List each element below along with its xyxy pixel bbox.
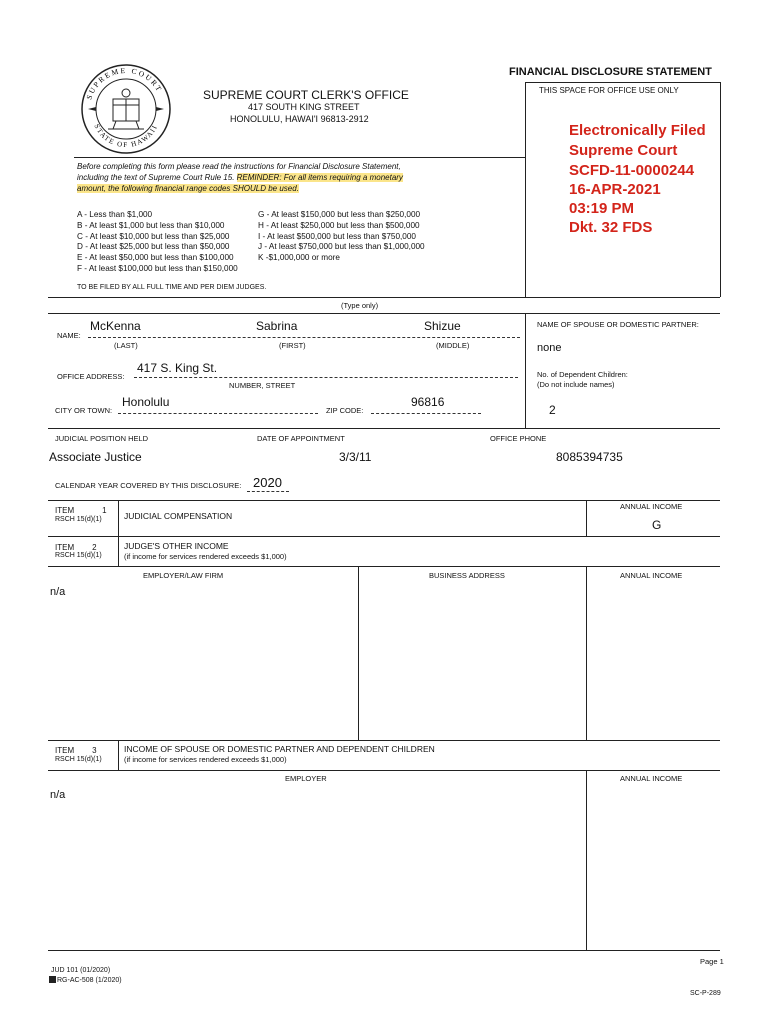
office-address-line	[134, 377, 518, 378]
item1-title: JUDICIAL COMPENSATION	[124, 511, 233, 521]
last-name-value[interactable]: McKenna	[90, 319, 141, 333]
city-value[interactable]: Honolulu	[122, 395, 170, 409]
last-label: (LAST)	[114, 341, 138, 350]
code-b: B - At least $1,000 but less than $10,000	[77, 220, 225, 230]
middle-name-value[interactable]: Shizue	[424, 319, 461, 333]
dependents-label-2: (Do not include names)	[537, 380, 615, 389]
dependents-value[interactable]: 2	[549, 403, 556, 417]
item1-rule: RSCH 15(d)(1)	[55, 516, 102, 523]
office-use-box-top	[525, 82, 720, 83]
item2-item-label: ITEM 2	[55, 543, 97, 552]
rule-above-position	[48, 428, 720, 429]
code-e: E - At least $50,000 but less than $100,000	[77, 253, 234, 263]
appointment-label: DATE OF APPOINTMENT	[257, 434, 345, 443]
spouse-label: NAME OF SPOUSE OR DOMESTIC PARTNER:	[537, 320, 699, 329]
appointment-value[interactable]: 3/3/11	[339, 450, 372, 464]
dependents-label-1: No. of Dependent Children:	[537, 370, 628, 379]
rule-above-type	[48, 297, 720, 298]
item2-subtitle: (if income for services rendered exceeds $1,000)	[124, 552, 287, 561]
code-c: C - At least $10,000 but less than $25,000	[77, 231, 230, 241]
code-a: A - Less than $1,000	[77, 210, 153, 219]
office-name: SUPREME COURT CLERK'S OFFICE	[203, 88, 409, 102]
stamp-line-6: Dkt. 32 FDS	[569, 219, 653, 236]
item3-title: INCOME OF SPOUSE OR DOMESTIC PARTNER AND DEPENDENT CHILDREN	[124, 744, 435, 754]
item2-top	[48, 536, 720, 537]
item2-col-income: ANNUAL INCOME	[620, 571, 683, 580]
calendar-label: CALENDAR YEAR COVERED BY THIS DISCLOSURE:	[55, 481, 242, 490]
zip-label: ZIP CODE:	[326, 406, 364, 415]
item2-div-2	[586, 566, 587, 740]
position-value[interactable]: Associate Justice	[49, 450, 142, 464]
stamp-line-5: 03:19 PM	[569, 200, 635, 217]
code-k: K -$1,000,000 or more	[258, 253, 340, 263]
item2-col-address: BUSINESS ADDRESS	[429, 571, 505, 580]
item3-top	[48, 740, 720, 741]
zip-value[interactable]: 96816	[411, 395, 445, 409]
item2-col-employer: EMPLOYER/LAW FIRM	[143, 571, 224, 580]
instructions-line-1: Before completing this form please read the instructions for Financial Disclosure Statement,	[77, 162, 401, 171]
calendar-line	[247, 491, 289, 492]
office-address-value[interactable]: 417 S. King St.	[137, 361, 218, 375]
item1-income-value[interactable]: G	[652, 518, 662, 532]
office-address-1: 417 SOUTH KING STREET	[248, 102, 360, 112]
item2-value[interactable]: n/a	[50, 586, 66, 598]
code-h: H - At least $250,000 but less than $500,000	[258, 220, 420, 230]
stamp-line-1: Electronically Filed	[569, 122, 706, 139]
form-code: SC-P-289	[690, 990, 721, 997]
zip-line	[371, 413, 481, 414]
rule-below-type	[48, 313, 720, 314]
first-label: (FIRST)	[279, 341, 306, 350]
reminder-highlight: REMINDER: For all items requiring a monetary	[236, 173, 403, 182]
barcode-icon	[49, 976, 56, 983]
range-codes-left	[77, 210, 238, 275]
filed-by-note: TO BE FILED BY ALL FULL TIME AND PER DIEM JUDGES.	[77, 284, 267, 291]
instructions-line-2: including the text of Supreme Court Rule 15. REMINDER: For all items requiring a monetary	[77, 173, 403, 182]
code-i: I - At least $500,000 but less than $750,000	[258, 231, 416, 241]
svg-text:STATE OF HAWAII: STATE OF HAWAII	[92, 122, 160, 150]
item3-header-top	[48, 770, 720, 771]
code-j: J - At least $750,000 but less than $1,000,000	[258, 242, 425, 252]
item3-col-div	[118, 740, 119, 770]
dependents-label	[537, 370, 628, 390]
item2-header-top	[48, 566, 720, 567]
item1-top	[48, 500, 720, 501]
range-codes-right	[258, 210, 425, 264]
instructions-line-3: amount, the following financial range codes SHOULD be used.	[77, 184, 299, 193]
item1-col-div	[118, 500, 119, 536]
item3-col-employer: EMPLOYER	[285, 774, 327, 783]
item1-income-label: ANNUAL INCOME	[620, 502, 683, 511]
item3-subtitle: (if income for services rendered exceeds $1,000)	[124, 755, 287, 764]
item2-title: JUDGE'S OTHER INCOME	[124, 541, 229, 551]
spouse-divider	[525, 313, 526, 428]
name-label: NAME:	[57, 331, 81, 340]
code-f: F - At least $100,000 but less than $150,000	[77, 263, 238, 273]
code-d: D - At least $25,000 but less than $50,000	[77, 242, 230, 252]
calendar-value[interactable]: 2020	[253, 475, 282, 490]
city-label: CITY OR TOWN:	[55, 406, 113, 415]
first-name-value[interactable]: Sabrina	[256, 319, 298, 333]
name-line	[88, 337, 520, 338]
form-title: FINANCIAL DISCLOSURE STATEMENT	[509, 66, 712, 78]
form-id: JUD 101 (01/2020)	[51, 967, 111, 974]
office-use-box-left	[525, 82, 526, 297]
court-seal-logo	[80, 63, 172, 155]
item3-div	[586, 770, 587, 950]
city-line	[118, 413, 318, 414]
phone-value[interactable]: 8085394735	[556, 450, 623, 464]
item3-bottom	[48, 950, 720, 951]
stamp-line-2: Supreme Court	[569, 142, 678, 159]
type-only-note: (Type only)	[341, 301, 379, 310]
code-g: G - At least $150,000 but less than $250,000	[258, 210, 421, 219]
office-address-2: HONOLULU, HAWAI'I 96813-2912	[230, 114, 369, 124]
instructions-top-rule	[74, 157, 525, 158]
item3-value[interactable]: n/a	[50, 789, 66, 801]
office-address-label: OFFICE ADDRESS:	[57, 372, 125, 381]
stamp-line-4: 16-APR-2021	[569, 181, 661, 198]
spouse-value[interactable]: none	[537, 342, 562, 354]
item2-div-1	[358, 566, 359, 740]
middle-label: (MIDDLE)	[436, 341, 470, 350]
page-number: Page 1	[700, 957, 724, 966]
item3-col-income: ANNUAL INCOME	[620, 774, 683, 783]
item1-item-label: ITEM 1	[55, 506, 107, 515]
form-id-2: RG-AC-508 (1/2020)	[49, 976, 122, 984]
phone-label: OFFICE PHONE	[490, 434, 547, 443]
svg-text:SUPREME COURT: SUPREME COURT	[84, 65, 165, 101]
position-label: JUDICIAL POSITION HELD	[55, 434, 149, 443]
item2-col-div	[118, 536, 119, 566]
item3-item-label: ITEM 3	[55, 746, 97, 755]
office-use-box-right	[720, 82, 721, 297]
item1-income-div	[586, 500, 587, 536]
item2-rule: RSCH 15(d)(1)	[55, 552, 102, 559]
number-street-label: NUMBER, STREET	[229, 381, 296, 390]
office-use-label: THIS SPACE FOR OFFICE USE ONLY	[539, 86, 679, 95]
item3-rule: RSCH 15(d)(1)	[55, 756, 102, 763]
stamp-line-3: SCFD-11-0000244	[569, 162, 695, 179]
